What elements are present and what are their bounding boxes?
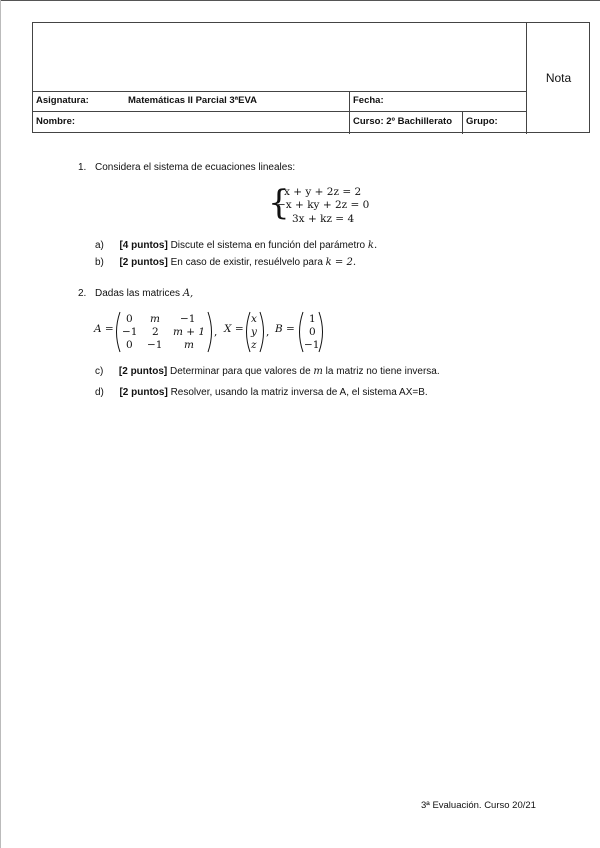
matrix-a-r2c2: 2 [152,326,159,338]
curso-label: Curso: 2º Bachillerato [353,116,453,127]
asignatura-label: Asignatura: [36,95,89,106]
matrix-x-r1: x [251,313,257,325]
part-c-letter: c) [95,366,104,377]
matrix-a-r2c1: −1 [122,326,138,338]
part-b-points: [2 puntos] [119,257,168,268]
exam-header-table [32,22,590,133]
matrix-b-label: B = [275,323,295,335]
divider [33,111,526,112]
part-b [95,257,356,268]
q1-number: 1. [78,162,87,173]
matrix-a-r2c3: m + 1 [173,326,206,338]
part-c-var: m [313,366,323,377]
matrix-a-r1c1: 0 [126,313,133,325]
q2-text-var: A, [182,288,194,299]
nombre-label: Nombre: [36,116,76,127]
part-d [95,387,428,398]
part-c-text2: la matriz no tiene inversa. [322,366,440,377]
asignatura-value: Matemáticas II Parcial 3ªEVA [128,95,258,106]
part-a-letter: a) [95,240,104,251]
equation-1: x + y + 2z = 2 [284,186,362,198]
comma: , [266,326,270,338]
part-d-text: Resolver, usando la matriz inversa de A, el sistema AX=B. [167,387,428,398]
part-c-points: [2 puntos] [118,366,168,377]
part-b-letter: b) [95,257,104,268]
part-a-var: k. [367,240,378,251]
divider [33,91,526,92]
matrix-x-r2: y [251,326,257,338]
part-a-points: [4 puntos] [119,240,168,251]
comma: , [214,326,218,338]
grupo-label: Grupo: [466,116,498,127]
matrix-x-r3: z [251,339,257,351]
matrix-b-r3: −1 [304,339,320,351]
matrix-a-r3c2: −1 [147,339,163,351]
equation-3: 3x + kz = 4 [292,213,355,225]
matrix-a-r1c3: −1 [180,313,196,325]
part-a-text: Discute el sistema en función del parámetro [167,240,368,251]
footer-text: 3ª Evaluación. Curso 20/21 [421,800,536,811]
q2-text [95,288,193,299]
part-d-letter: d) [95,387,104,398]
part-a [95,240,377,251]
top-border [0,0,600,1]
matrix-a-r3c3: m [184,339,194,351]
q2-text-main: Dadas las matrices [95,288,183,299]
system-brace: { [268,183,290,223]
nota-label: Nota [545,71,572,85]
equation-2: −x + ky + 2z = 0 [277,199,370,211]
fecha-label: Fecha: [353,95,384,106]
matrix-b-r1: 1 [309,313,316,325]
part-b-math: k = 2. [325,257,357,268]
matrix-a-r3c1: 0 [126,339,133,351]
matrix-b-r2: 0 [309,326,316,338]
q1-text: Considera el sistema de ecuaciones lineales: [95,162,296,173]
matrix-a-label: A = [94,323,114,335]
matrix-x-label: X = [224,323,244,335]
part-d-points: [2 puntos] [119,387,168,398]
part-b-text: En caso de existir, resuélvelo para [167,257,326,268]
part-c [95,366,440,377]
matrix-a-r1c2: m [150,313,160,325]
part-c-text: Determinar para que valores de [167,366,314,377]
q2-number: 2. [78,288,87,299]
left-border [0,0,1,848]
